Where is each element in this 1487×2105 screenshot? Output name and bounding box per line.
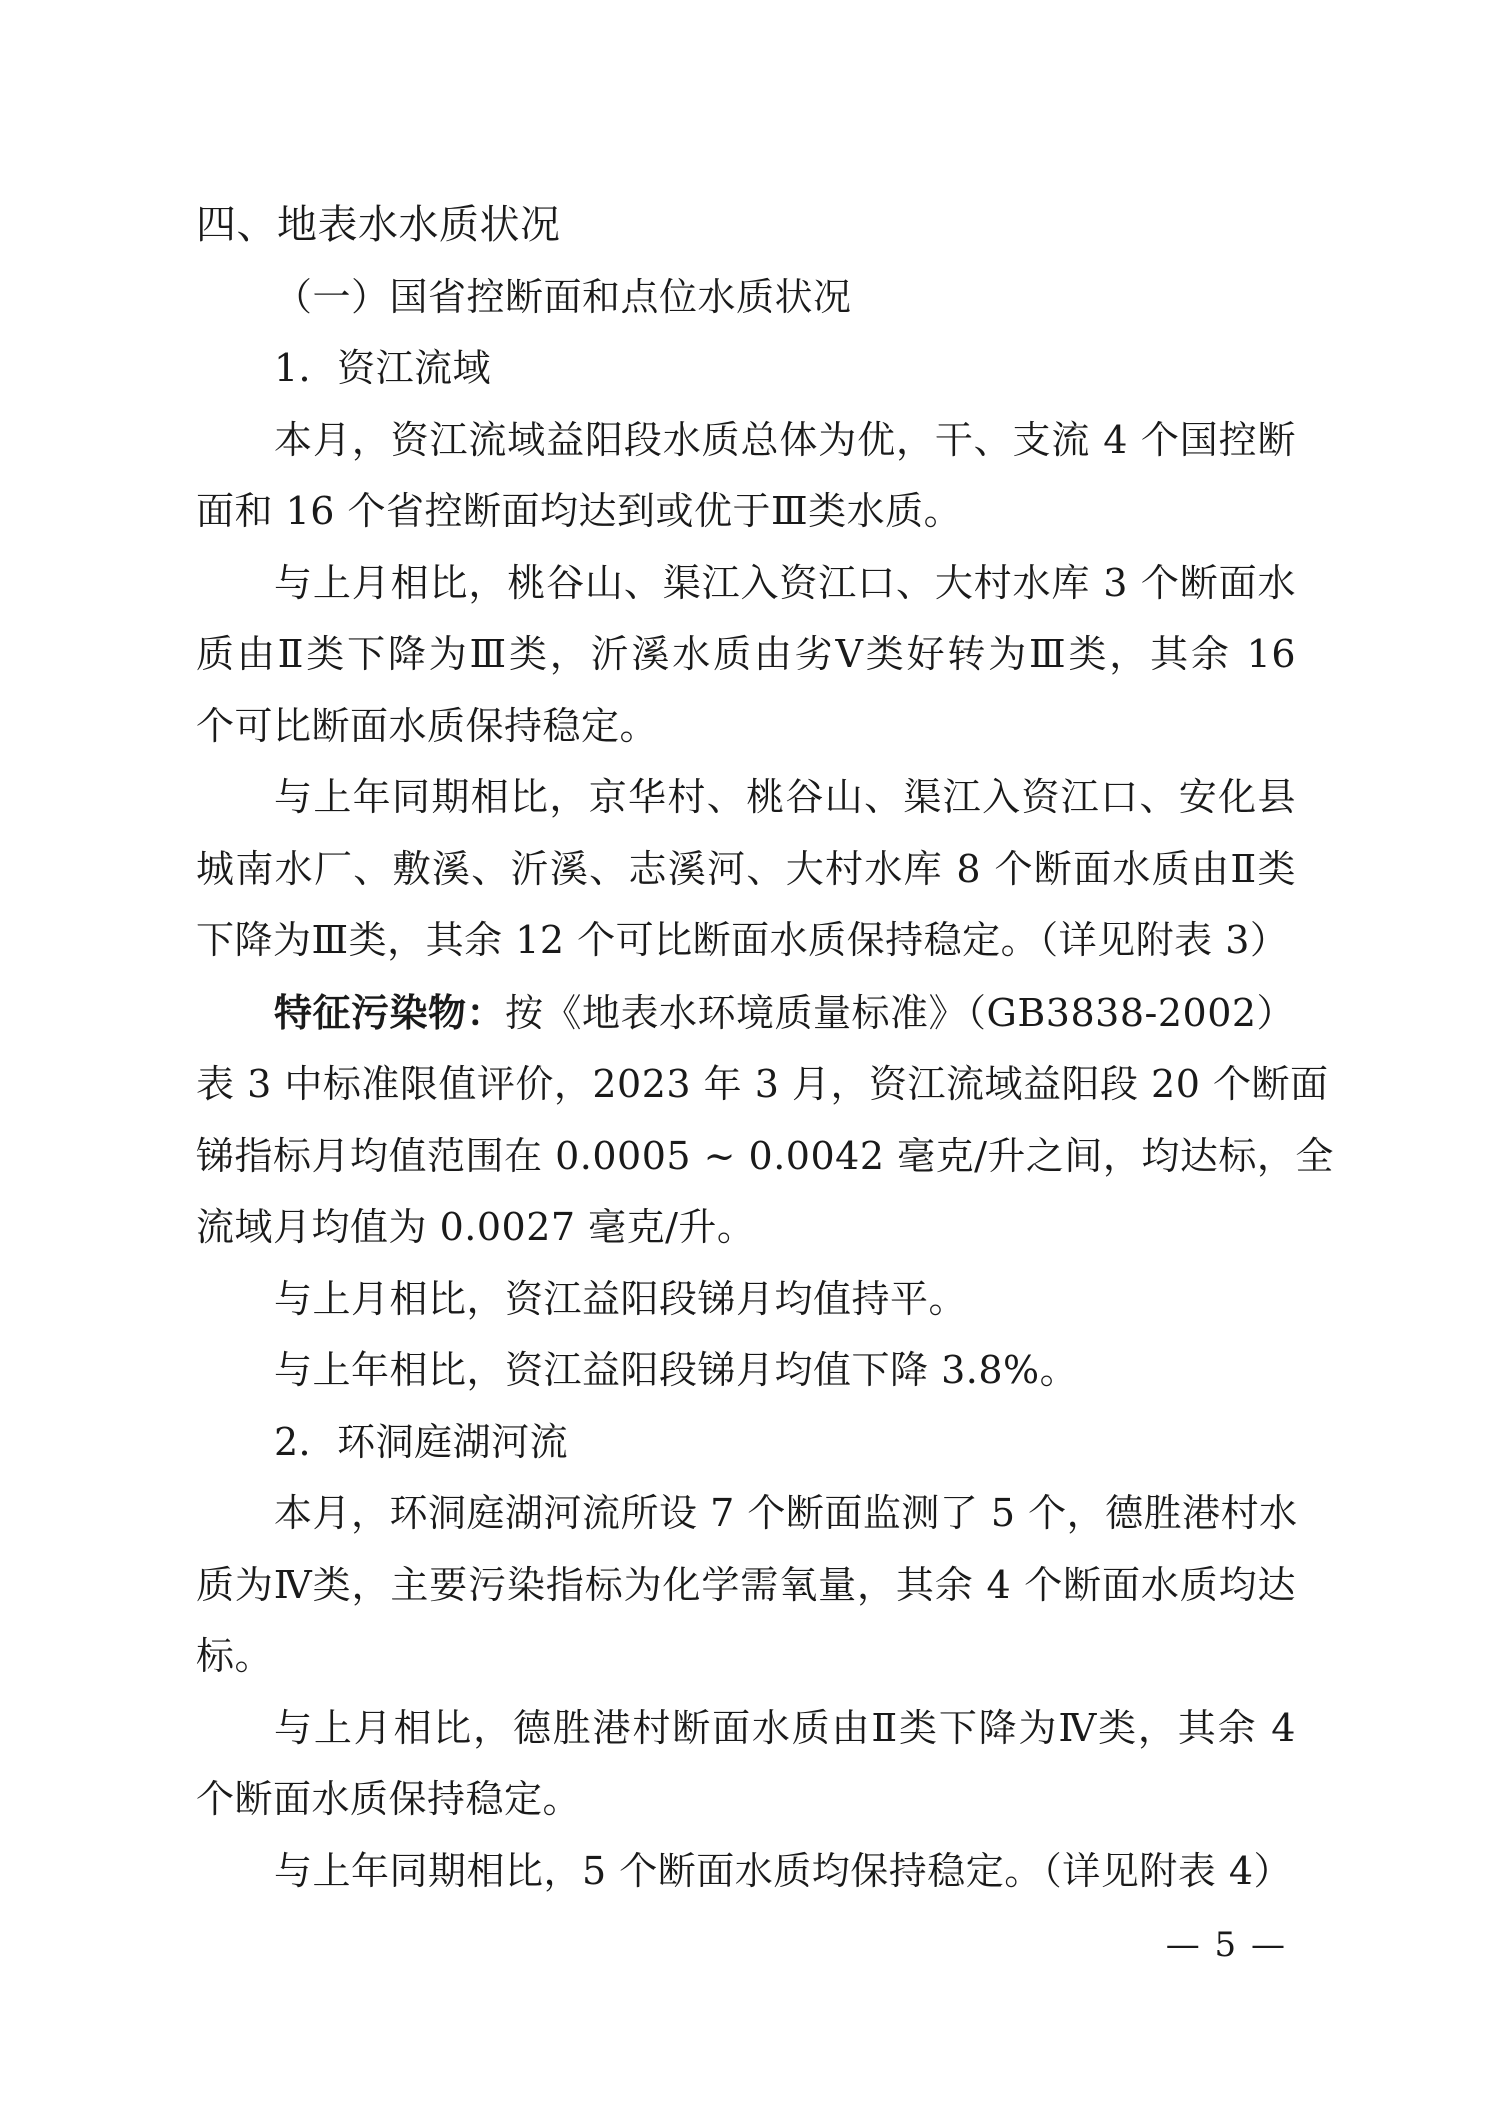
zijiang-title: 1．资江流域	[274, 346, 492, 390]
zijiang-paragraph-3	[196, 762, 1296, 977]
zijiang-paragraph-6: 与上年相比，资江益阳段锑月均值下降 3.8%。	[274, 1348, 1079, 1392]
section-heading: 四、地表水水质状况	[196, 202, 561, 248]
text-line: 锑指标月均值范围在 0.0005 ~ 0.0042 毫克/升之间，均达标，全	[196, 1133, 1334, 1178]
dongting-paragraph-2	[196, 1693, 1296, 1836]
text-line: 本月，资江流域益阳段水质总体为优，干、支流 4 个国控断	[274, 417, 1296, 462]
zijiang-paragraph-2	[196, 548, 1296, 763]
dongting-paragraph-1	[196, 1478, 1296, 1693]
text-line	[196, 977, 1296, 1050]
text-line: 质由Ⅱ类下降为Ⅲ类，沂溪水质由劣Ⅴ类好转为Ⅲ类，其余 16	[196, 632, 1296, 676]
text-line: 表 3 中标准限值评价，2023 年 3 月，资江流域益阳段 20 个断面	[196, 1062, 1329, 1106]
text-line: 个断面水质保持稳定。	[196, 1777, 582, 1821]
text-line: 与上年同期相比，京华村、桃谷山、渠江入资江口、安化县	[274, 775, 1296, 819]
dongting-paragraph-3: 与上年同期相比，5 个断面水质均保持稳定。（详见附表 4）	[274, 1848, 1293, 1893]
document-body	[196, 190, 1334, 1907]
text-line: 与上月相比，桃谷山、渠江入资江口、大村水库 3 个断面水	[274, 560, 1296, 605]
text-line: 标。	[196, 1634, 274, 1678]
zijiang-paragraph-1	[196, 405, 1296, 548]
text-line: 下降为Ⅲ类，其余 12 个可比断面水质保持稳定。（详见附表 3）	[196, 918, 1289, 962]
zijiang-paragraph-pollutant	[196, 977, 1334, 1264]
text-line: 本月，环洞庭湖河流所设 7 个断面监测了 5 个，德胜港村水	[274, 1491, 1298, 1535]
text-line: 流域月均值为 0.0027 毫克/升。	[196, 1205, 756, 1249]
pollutant-label: 特征污染物：	[274, 989, 506, 1035]
text-line: 面和 16 个省控断面均达到或优于Ⅲ类水质。	[196, 489, 963, 533]
text-line: 城南水厂、敷溪、沂溪、志溪河、大村水库 8 个断面水质由Ⅱ类	[196, 846, 1296, 891]
zijiang-paragraph-5: 与上月相比，资江益阳段锑月均值持平。	[274, 1276, 968, 1321]
text-line: 与上月相比，德胜港村断面水质由Ⅱ类下降为Ⅳ类，其余 4	[274, 1705, 1296, 1750]
subsection-heading: （一）国省控断面和点位水质状况	[274, 274, 852, 319]
text-line: 个可比断面水质保持稳定。	[196, 703, 659, 748]
text-line: 质为Ⅳ类，主要污染指标为化学需氧量，其余 4 个断面水质均达	[196, 1562, 1296, 1607]
dongting-title: 2．环洞庭湖河流	[274, 1419, 569, 1464]
page-number: — 5 —	[1165, 1925, 1287, 1965]
pollutant-text: 按《地表水环境质量标准》（GB3838-2002）	[505, 990, 1296, 1035]
